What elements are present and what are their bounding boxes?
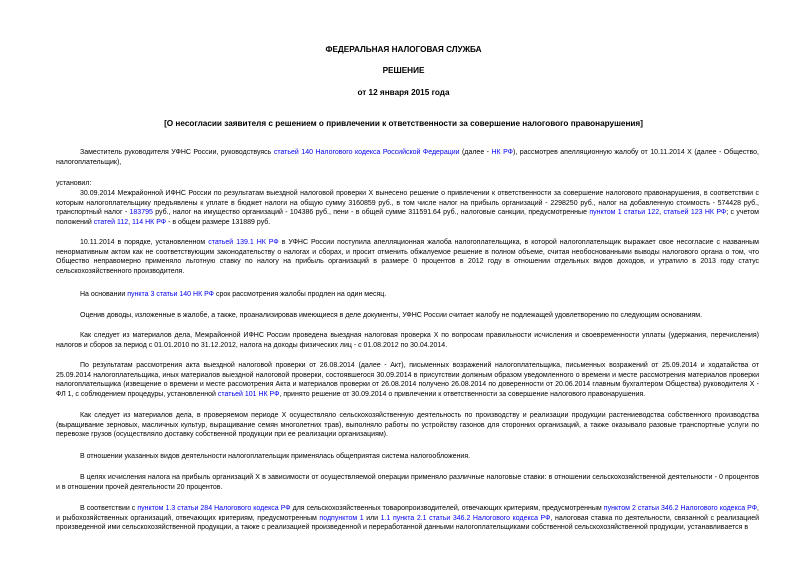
text: в УФНС России поступила апелляционная жалоба налогоплательщика, в которой налогоплательщик выражает свое несогласие с названным ненормативным актом как не соответствующим законодательству о налогах и сборах, и просит отменить обжалуемое решение в полном объеме, считая необоснованными выводы налогового органа о том, что Общество неправомерно применяло льготную ставку по налогу на прибыль организаций в размере 0 процентов в 2012 году в отношении отдельных видов доходов, и утратило в 2013 году статус сельскохозяйственного производителя. [56,239,759,275]
link-article-139-1[interactable]: статьей 139.1 НК РФ [208,239,279,246]
text: руб., налог на имущество организаций - 104386 руб., пени - в общей сумме 311591.64 руб., налоговые санкции, предусмотренные [152,209,590,217]
document-date: от 12 января 2015 года [357,88,450,97]
paragraph-audit: Как следует из материалов дела, Межрайонной ИФНС России проведена выездная налоговая проверка Х по вопросам правильности исчисления и своевременности уплаты (удержания, перечисления) налогов и сборов за период с 01.01.2010 по 31.12.2012, налога на доходы физических лиц - с 01.08.2012 по 30.04.2014. [56,332,759,349]
text: - в общем размере 131889 руб. [166,218,271,226]
link-article-112[interactable]: статей 112 [93,218,129,226]
paragraph-extension [56,290,759,300]
text: , [659,209,664,217]
link-article-140-p3[interactable]: пункта 3 статьи 140 НК РФ [127,291,215,298]
established-label: установил: [56,180,92,187]
text: 10.11.2014 в порядке, установленном [80,239,209,246]
link-article-346-2[interactable]: пунктом 2 статьи 346.2 Налогового кодекса РФ [603,505,758,512]
paragraph-rates: В целях исчисления налога на прибыль организаций Х в зависимости от осуществляемой операции применяло различные налоговые ставки: в отношении сельскохозяйственной деятельности - 0 процентов и в отношении прочей деятельности 20 процентов. [56,474,759,491]
text: для сельскохозяйственных товаропроизводителей, отвечающих критериям, предусмотренным [290,505,604,512]
link-nk-rf[interactable]: НК РФ [491,149,513,156]
text: ; с учетом положений [56,209,759,226]
link-article-114[interactable]: 114 НК РФ [132,218,167,226]
paragraph-tax-system: В отношении указанных видов деятельности налогоплательщик применялась общеприятая система налогообложения. [80,453,471,460]
link-subparagraph-1[interactable]: подпунктом 1 [319,514,364,522]
link-article-346-2-p2-1[interactable]: 1.1 пункта 2.1 статьи 346.2 Налогового кодекса РФ [380,514,551,522]
text: (далее - [459,149,492,156]
text: , и рыбохозяйственных организаций, отвечающих критериям, предусмотренным [56,505,759,522]
org-title: ФЕДЕРАЛЬНАЯ НАЛОГОВАЯ СЛУЖБА [325,45,482,54]
text: срок рассмотрения жалобы продлен на один месяц. [214,291,387,298]
paragraph-activity: Как следует из материалов дела, в проверяемом периоде Х осуществляло сельскохозяйственную деятельность по производству и реализации продукции растениеводства собственного производства (выращивание зерновых, масличных культур, выращивание семян многолетних трав), выполняло работы по устройству газонов для сторонних организаций, а также оказывало разовые транспортные услуги по перевозке грузов (осуществляло доставку собственной продукции при ее реализации организациям). [56,412,759,439]
paragraph-intro [56,148,759,167]
text: или [363,514,381,522]
link-article-123[interactable]: статьей 123 НК РФ [663,209,727,217]
link-article-284[interactable]: пунктом 1.3 статьи 284 Налогового кодекса РФ [137,505,291,512]
text: , [128,218,133,226]
document-type: РЕШЕНИЕ [382,66,425,75]
paragraph-article-284 [56,504,759,533]
document-subject: [О несогласии заявителя с решением о привлечении к ответственности за совершение налогового правонарушения] [164,119,643,128]
paragraph-appeal [56,238,759,276]
text: По результатам рассмотрения акта выездной налоговой проверки от 26.08.2014 (далее - Акт), письменных возражений налогоплательщика, письменных возражений от 25.09.2014 и ходатайства от 25.09.2014 налогоплательщика, иных материалов выездной налоговой проверки, состоявшегося 30.09.2014 в присутствии должным образом уведомленного о времени и месте рассмотрения материалов проверки налогоплательщика (извещение о времени и месте рассмотрения Акта и материалов проверки от 26.08.2014 получено 26.08.2014 по доверенности от 20.06.2014 главным бухгалтером Общества) руководителя Х - ФЛ 1, с соблюдением процедуры, установленной [56,362,759,398]
link-article-101[interactable]: статьей 101 НК РФ [217,390,280,398]
text: На основании [80,291,128,298]
text: Заместитель руководителя УФНС России, руководствуясь [80,149,274,156]
link-amount[interactable]: 183795 [129,209,153,217]
link-article-140[interactable]: статьей 140 Налогового кодекса Российской Федерации [273,149,460,156]
text: ), рассмотрев апелляционную жалобу от 10.11.2014 Х (далее - Общество, налогоплательщик), [56,149,759,166]
text: , принято решение от 30.09.2014 о привлечении к ответственности за совершение налогового правонарушения. [279,390,646,398]
link-article-122[interactable]: пунктом 1 статьи 122 [589,209,660,217]
text: 30.09.2014 Межрайонной ИФНС России по результатам выездной налоговой проверки Х вынесено решение о привлечении к ответственности за совершение налогового правонарушения, в соответствии с которым налогоплательщику предъявлены к уплате в бюджет налоги на общую сумму 3160859 руб., в том числе налог на прибыль организаций - 2298250 руб., налог на добавленную стоимость - 574428 руб., транспортный налог - [56,190,759,217]
paragraph-decision [56,189,759,227]
text: В соответствии с [80,505,138,512]
paragraph-results [56,361,759,399]
text: , налоговая ставка по деятельности, связанной с реализацией произведенной ими сельскохозяйственной продукции, а также с реализацией произведенной и переработанной данными налогоплательщиками собственной сельскохозяйственной продукции, устанавливается в [56,514,760,532]
paragraph-assessment: Оценив доводы, изложенные в жалобе, а также, проанализировав имеющиеся в деле документы, УФНС России считает жалобу не подлежащей удовлетворению по следующим основаниям. [80,312,703,319]
